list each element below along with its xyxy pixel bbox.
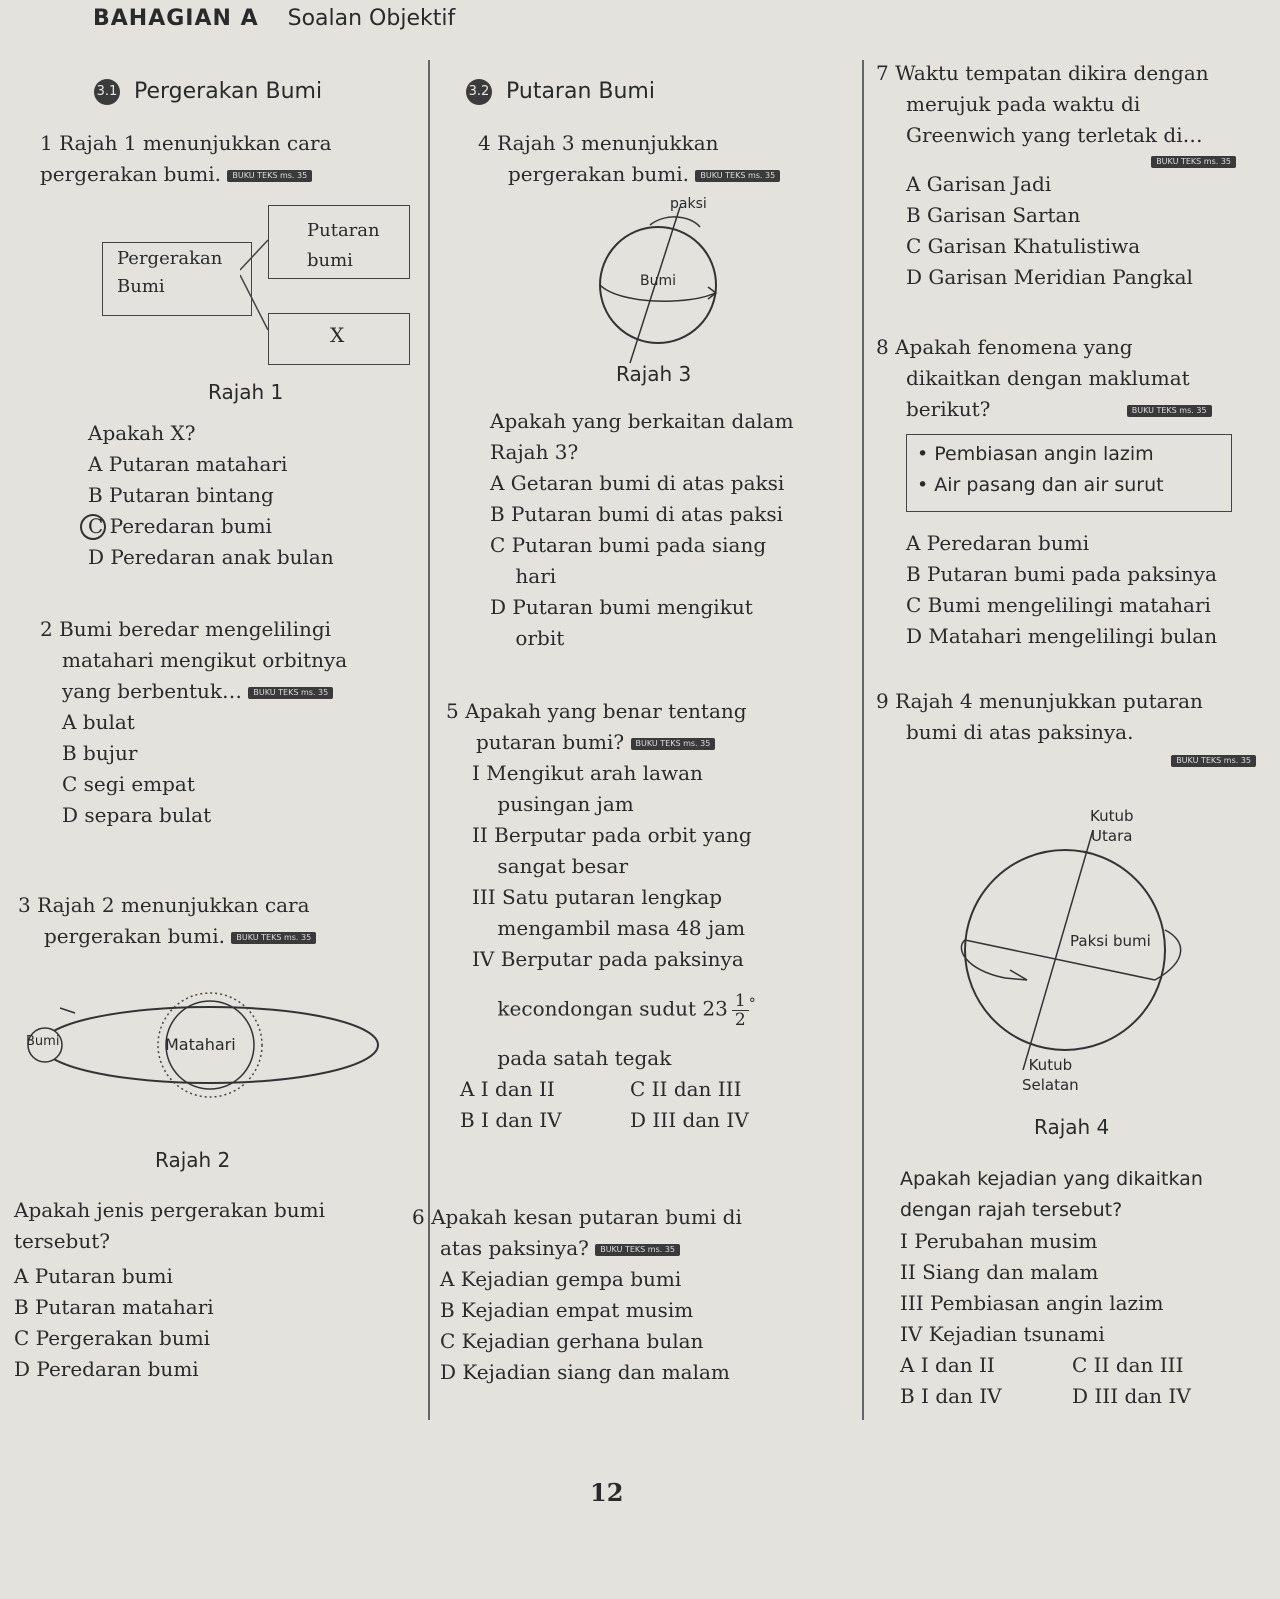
option-a[interactable]: A Getaran bumi di atas paksi [490, 471, 785, 495]
answer-circle [80, 514, 106, 540]
stem-line: merujuk pada waktu di [906, 92, 1141, 116]
option-a[interactable]: A I dan II [900, 1353, 995, 1377]
stem-line: yang berbentuk… BUKU TEKS ms. 35 [40, 676, 347, 707]
textbook-badge: BUKU TEKS ms. 35 [248, 687, 333, 699]
diagram-label-top: Putaran bumi [307, 220, 380, 271]
stem-line: putaran bumi? BUKU TEKS ms. 35 [446, 727, 756, 758]
info-bullet: • Air pasang dan air surut [917, 474, 1164, 496]
option-b[interactable]: B I dan IV [460, 1107, 562, 1132]
sun-label: Matahari [165, 1035, 236, 1054]
option-b[interactable]: B Putaran bumi di atas paksi [490, 502, 784, 526]
figure-caption-3: Rajah 3 [616, 362, 692, 386]
question-4 [478, 128, 780, 190]
section-header [93, 6, 455, 31]
earth-label: Bumi [26, 1034, 60, 1049]
option-a[interactable]: A Kejadian gempa bumi [440, 1267, 682, 1291]
statement-1-cont: pusingan jam [472, 792, 634, 816]
option-row [900, 1350, 1203, 1381]
fraction: $\frac{1}{2}$ [732, 992, 749, 1029]
section-subtitle: Soalan Objektif [287, 6, 456, 31]
question-7 [876, 58, 1236, 293]
question-text: Apakah yang berkaitan dalam [490, 409, 794, 433]
question-8 [876, 332, 1236, 425]
option-c[interactable]: C II dan III [630, 1076, 742, 1101]
diagram-label-x: X [330, 323, 345, 347]
statement-2-cont: sangat besar [472, 854, 629, 878]
option-row [446, 1105, 756, 1136]
question-text: Apakah kejadian yang dikaitkan [900, 1168, 1203, 1190]
option-d[interactable]: D Peredaran bumi [14, 1357, 199, 1381]
question-1 [40, 128, 420, 190]
stem-line: berikut? BUKU TEKS ms. 35 [876, 394, 1236, 425]
diagram-connectors [240, 230, 280, 340]
earth-label: Bumi [640, 273, 677, 289]
stem-line: atas paksinya? BUKU TEKS ms. 35 [412, 1233, 742, 1264]
question-9-options [900, 1164, 1203, 1412]
question-text: Apakah X? [88, 421, 196, 445]
option-c[interactable]: C Peredaran bumi [88, 511, 334, 542]
question-6 [412, 1202, 742, 1388]
statement-3: III Pembiasan angin lazim [900, 1291, 1164, 1315]
topic-title: Putaran Bumi [506, 79, 655, 104]
stem-line: pergerakan bumi. BUKU TEKS ms. 35 [478, 159, 780, 190]
question-text: Apakah jenis pergerakan bumi [14, 1198, 326, 1222]
option-b[interactable]: B Putaran bumi pada paksinya [906, 562, 1217, 586]
question-text: Rajah 3? [490, 440, 579, 464]
statement-3: III Satu putaran lengkap [472, 885, 723, 909]
textbook-badge: BUKU TEKS ms. 35 [1151, 156, 1236, 168]
textbook-badge: BUKU TEKS ms. 35 [227, 170, 312, 182]
option-b[interactable]: B Putaran matahari [14, 1295, 214, 1319]
statement-2: II Berputar pada orbit yang [472, 823, 752, 847]
option-c[interactable]: C Pergerakan bumi [14, 1326, 211, 1350]
statement-2: II Siang dan malam [900, 1260, 1099, 1284]
column-divider-right [862, 60, 864, 1420]
figure-caption-4: Rajah 4 [1034, 1115, 1110, 1139]
earth-axis-diagram [945, 830, 1205, 1070]
option-row [446, 1074, 756, 1105]
south-pole-label: Kutub Selatan [1022, 1056, 1079, 1094]
option-d[interactable]: D Peredaran anak bulan [88, 545, 334, 569]
option-a[interactable]: A Putaran matahari [88, 452, 288, 476]
statement-4-cont: kecondongan sudut 23 $\frac{1}{2}$ ° [472, 990, 756, 1030]
option-c[interactable]: C Kejadian gerhana bulan [440, 1329, 704, 1353]
textbook-badge: BUKU TEKS ms. 35 [631, 738, 716, 750]
diagram-box-top [268, 205, 410, 279]
page-number: 12 [590, 1478, 624, 1507]
stem-line: 8 Apakah fenomena yang [876, 335, 1133, 359]
option-c[interactable]: C Putaran bumi pada siang [490, 533, 767, 557]
question-1-options [88, 418, 334, 573]
question-3 [18, 890, 316, 952]
stem-line: 9 Rajah 4 menunjukkan putaran [876, 689, 1203, 713]
textbook-badge: BUKU TEKS ms. 35 [695, 170, 780, 182]
statement-4: IV Berputar pada paksinya [472, 947, 744, 971]
option-d[interactable]: D separa bulat [62, 803, 212, 827]
topic-heading-1 [94, 79, 322, 105]
north-pole-label: Kutub Utara [1090, 807, 1134, 845]
option-c[interactable]: C Garisan Khatulistiwa [906, 234, 1141, 258]
section-title: BAHAGIAN A [93, 6, 259, 31]
question-3-options [14, 1195, 325, 1385]
textbook-badge: BUKU TEKS ms. 35 [595, 1244, 680, 1256]
stem-line: 3 Rajah 2 menunjukkan cara [18, 893, 310, 917]
option-a[interactable]: A Garisan Jadi [906, 172, 1052, 196]
option-b[interactable]: B bujur [62, 741, 138, 765]
option-a[interactable]: A Putaran bumi [14, 1264, 173, 1288]
stem-line: 6 Apakah kesan putaran bumi di [412, 1205, 742, 1229]
option-c-cont: hari [490, 564, 557, 588]
stem-line: 4 Rajah 3 menunjukkan [478, 131, 719, 155]
textbook-badge: BUKU TEKS ms. 35 [1127, 405, 1212, 417]
option-c[interactable]: C Bumi mengelilingi matahari [906, 593, 1211, 617]
topic-number-badge: 3.1 [94, 79, 120, 105]
option-b[interactable]: B Garisan Sartan [906, 203, 1081, 227]
option-d-cont: orbit [490, 626, 565, 650]
question-4-options [490, 406, 794, 654]
topic-heading-2 [466, 79, 655, 105]
option-d[interactable]: D III dan IV [630, 1107, 749, 1132]
stem-line: 2 Bumi beredar mengelilingi [40, 617, 332, 641]
info-box [906, 434, 1232, 512]
option-d[interactable]: D Matahari mengelilingi bulan [906, 624, 1218, 648]
question-8-options [906, 528, 1217, 652]
stem-line: 5 Apakah yang benar tentang [446, 699, 747, 723]
question-5 [446, 696, 756, 1136]
statement-4-cont2: pada satah tegak [472, 1045, 672, 1070]
axis-label: paksi [670, 196, 707, 212]
stem-line: Greenwich yang terletak di… [906, 123, 1203, 147]
info-bullet: • Pembiasan angin lazim [917, 443, 1154, 465]
question-text: tersebut? [14, 1229, 110, 1253]
statement-1: I Perubahan musim [900, 1229, 1098, 1253]
option-d[interactable]: D Kejadian siang dan malam [440, 1360, 730, 1384]
figure-caption-1: Rajah 1 [208, 380, 284, 404]
textbook-badge: BUKU TEKS ms. 35 [231, 932, 316, 944]
stem-line: 7 Waktu tempatan dikira dengan [876, 61, 1209, 85]
option-c[interactable]: C segi empat [62, 772, 195, 796]
statement-4: IV Kejadian tsunami [900, 1322, 1105, 1346]
question-9 [876, 686, 1256, 770]
option-b[interactable]: B Putaran bintang [88, 483, 274, 507]
question-text: dengan rajah tersebut? [900, 1199, 1123, 1221]
option-d[interactable]: D III dan IV [1072, 1384, 1191, 1408]
option-b[interactable]: B Kejadian empat musim [440, 1298, 694, 1322]
stem-line: matahari mengikut orbitnya [62, 648, 348, 672]
option-c[interactable]: C II dan III [1072, 1353, 1184, 1377]
topic-number-badge: 3.2 [466, 79, 492, 105]
stem-line: dikaitkan dengan maklumat [906, 366, 1190, 390]
figure-caption-2: Rajah 2 [155, 1148, 231, 1172]
option-row [900, 1381, 1203, 1412]
option-d[interactable]: D Garisan Meridian Pangkal [906, 265, 1193, 289]
option-d[interactable]: D Putaran bumi mengikut [490, 595, 753, 619]
badge-row [876, 151, 1236, 169]
question-stem: 1 Rajah 1 menunjukkan cara pergerakan bumi. BUKU TEKS ms. 35 [40, 131, 332, 186]
topic-title: Pergerakan Bumi [134, 79, 323, 104]
stem-line: bumi di atas paksinya. [906, 720, 1134, 744]
diagram-box-center: Pergerakan Bumi [102, 242, 252, 316]
option-a[interactable]: A I dan II [460, 1076, 555, 1101]
badge-row [876, 748, 1256, 770]
option-a[interactable]: A Peredaran bumi [906, 531, 1090, 555]
stem-line: pergerakan bumi. BUKU TEKS ms. 35 [18, 921, 316, 952]
option-a[interactable]: A bulat [62, 710, 135, 734]
statement-1: I Mengikut arah lawan [472, 761, 703, 785]
textbook-badge: BUKU TEKS ms. 35 [1171, 755, 1256, 767]
option-b[interactable]: B I dan IV [900, 1384, 1002, 1408]
axis-label: Paksi bumi [1070, 932, 1151, 950]
statement-3-cont: mengambil masa 48 jam [472, 916, 746, 940]
question-2 [40, 614, 347, 831]
